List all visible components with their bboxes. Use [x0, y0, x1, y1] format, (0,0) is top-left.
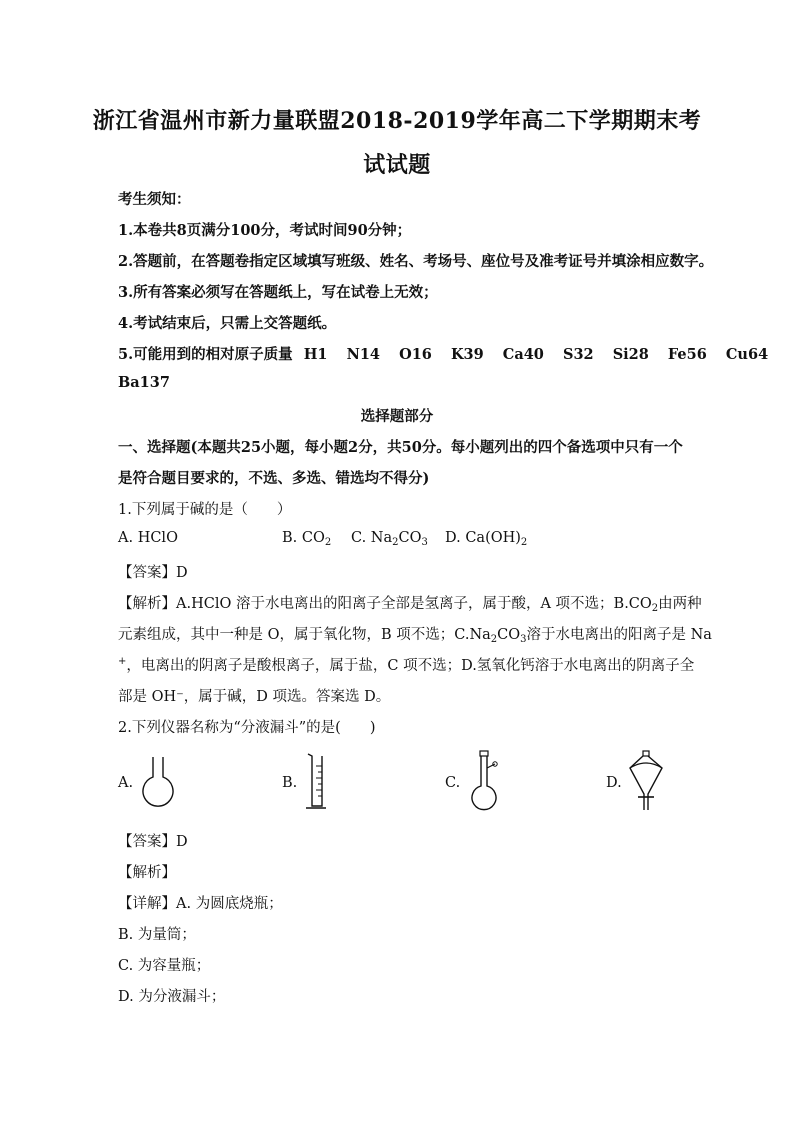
notice-item-4: 4.考试结束后，只需上交答题纸。: [118, 315, 337, 332]
q2-option-d-label: D.: [606, 775, 622, 791]
q1-analysis-line1: 【解析】A.HClO 溶于水电离出的阳离子全部是氢离子，属于酸，A 项不选；$B.CO_2$由两种: [118, 596, 702, 614]
q1-analysis-line2: 元素组成，其中一种是 O，属于氧化物，B 项不选；$C.Na_2CO_3$溶于水电离出的阳离子是 Na: [118, 627, 712, 645]
graduated-cylinder-icon: [302, 752, 330, 810]
q2-analysis-heading: 【解析】: [118, 865, 176, 881]
separatory-funnel-icon: [626, 750, 666, 814]
section-instruction-1: 一、选择题(本题共25小题，每小题2分，共50分。每小题列出的四个备选项中只有一个: [118, 439, 683, 456]
q1-option-c: C. $Na_2CO_3$: [351, 530, 428, 548]
notice-item-1: 1.本卷共8页满分100分，考试时间90分钟；: [118, 222, 412, 239]
q2-detail-a: 【详解】A. 为圆底烧瓶；: [118, 896, 283, 912]
notice-heading: 考生须知：: [118, 191, 191, 208]
q1-option-a: A. HClO: [118, 530, 178, 546]
atomic-mass: Fe56: [667, 346, 707, 363]
volumetric-flask-icon: [465, 750, 505, 812]
q1-analysis-line4: 部是 OH⁻，属于碱，D 项选。答案选 D。: [118, 689, 391, 705]
q1-answer: 【答案】D: [118, 565, 188, 581]
q1-option-b: B. $CO_2$: [282, 530, 332, 548]
notice-item-3: 3.所有答案必须写在答题纸上，写在试卷上无效；: [118, 284, 438, 301]
question-2-stem: 2.下列仪器名称为“分液漏斗”的是( ): [118, 720, 376, 736]
q2-option-a-label: A.: [118, 775, 134, 791]
atomic-mass: Cu64: [725, 346, 769, 363]
q2-option-c-label: C.: [445, 775, 461, 791]
q2-detail-b: B. 为量筒；: [118, 927, 196, 943]
q2-detail-d: D. 为分液漏斗；: [118, 989, 226, 1005]
q2-answer: 【答案】D: [118, 834, 188, 850]
atomic-mass: Ca40: [502, 346, 544, 363]
round-bottom-flask-icon: [138, 755, 178, 807]
notice-item-2: 2.答题前，在答题卷指定区域填写班级、姓名、考场号、座位号及准考证号并填涂相应数字。: [118, 253, 714, 270]
section-instruction-2: 是符合题目要求的，不选、多选、错选均不得分): [118, 470, 430, 487]
notice-item-5-prefix: 5.可能用到的相对原子质量: [118, 346, 293, 363]
q2-option-b-label: B.: [282, 775, 298, 791]
notice-item-5: [118, 343, 768, 364]
section-title: 选择题部分: [360, 408, 434, 425]
q1-option-d: D. $Ca(OH)_2$: [445, 530, 528, 548]
atomic-mass: H1: [303, 346, 328, 363]
atomic-mass: Si28: [612, 346, 649, 363]
page-title: 浙江省温州市新力量联盟2018-2019学年高二下学期期末考: [92, 108, 702, 134]
atomic-mass: K39: [450, 346, 484, 363]
notice-item-5-cont: Ba137: [118, 374, 170, 391]
q2-detail-c: C. 为容量瓶；: [118, 958, 211, 974]
page-title-line2: 试试题: [363, 152, 431, 178]
atomic-mass: N14: [346, 346, 380, 363]
q1-analysis-line3: +，电离出的阴离子是酸根离子，属于盐，C 项不选；D.氢氧化钙溶于水电离出的阴离子全: [118, 656, 695, 674]
atomic-mass: S32: [562, 346, 594, 363]
question-1-stem: 1.下列属于碱的是（ ）: [118, 502, 292, 518]
atomic-mass: O16: [399, 346, 432, 363]
